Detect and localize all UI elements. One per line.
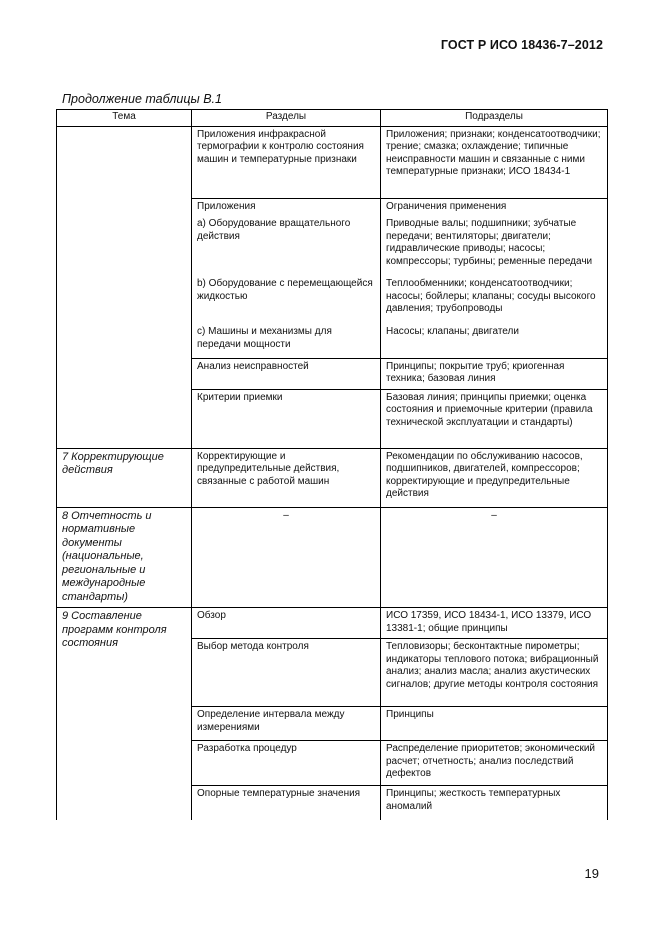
section-cell: Корректирующие и предупредительные действия, связанные с работой машин (192, 448, 381, 507)
subsection-cell: Насосы; клапаны; двигатели (381, 324, 608, 358)
subsection-cell: Принципы; покрытие труб; криогенная техника; базовая линия (381, 358, 608, 389)
subsection-cell: Принципы; жесткость температурных аномалий (381, 786, 608, 820)
subsection-cell: Ограничения применения (381, 198, 608, 216)
section-cell: Выбор метода контроля (192, 639, 381, 707)
table-caption: Продолжение таблицы В.1 (62, 92, 222, 106)
subsection-cell: Распределение приоритетов; экономический расчет; отчетность; анализ последствий дефектов (381, 741, 608, 786)
theme-cell: 7 Корректирующие действия (57, 448, 192, 507)
subsection-cell: Рекомендации по обслуживанию насосов, подшипников, двигателей, компрессоров; корректирующие и предупредительные действия (381, 448, 608, 507)
subsection-cell: Базовая линия; принципы приемки; оценка состояния и приемочные критерии (правила технической эксплуатации и стандарты) (381, 389, 608, 448)
section-cell: b) Оборудование с перемещающейся жидкостью (192, 276, 381, 324)
section-cell: Опорные температурные значения (192, 786, 381, 820)
table-header-row (57, 110, 608, 127)
subsection-cell: – (381, 507, 608, 608)
table-row (57, 608, 608, 639)
theme-cell: 9 Составление программ контроля состояния (57, 608, 192, 820)
section-cell: Обзор (192, 608, 381, 639)
section-cell: Приложения (192, 198, 381, 216)
section-cell: – (192, 507, 381, 608)
section-cell: Критерии приемки (192, 389, 381, 448)
page-number: 19 (584, 866, 599, 881)
subsection-cell: Тепловизоры; бесконтактные пирометры; индикаторы теплового потока; вибрационный анализ; анализ масла; анализ акустических сигналов; другие методы контроля состояния (381, 639, 608, 707)
section-cell: Анализ неисправностей (192, 358, 381, 389)
table-row (57, 126, 608, 198)
section-cell: Определение интервала между измерениями (192, 707, 381, 741)
document-code: ГОСТ Р ИСО 18436-7–2012 (440, 38, 603, 52)
subsection-cell: Теплообменники; конденсатоотводчики; насосы; бойлеры; клапаны; сосуды высокого давления; трубопроводы (381, 276, 608, 324)
subsection-cell: Приложения; признаки; конденсатоотводчики; трение; смазка; охлаждение; типичные неисправности машин и связанные с ними температурные признаки; ИСО 18434-1 (381, 126, 608, 198)
subsection-cell: ИСО 17359, ИСО 18434-1, ИСО 13379, ИСО 13381-1; общие принципы (381, 608, 608, 639)
table-row (57, 448, 608, 507)
table-row (57, 507, 608, 608)
column-header-subsections: Подразделы (381, 110, 608, 127)
section-cell: Разработка процедур (192, 741, 381, 786)
column-header-theme: Тема (57, 110, 192, 127)
theme-cell: 8 Отчетность и нормативные документы (национальные, региональные и международные стандарты) (57, 507, 192, 608)
topics-table (56, 109, 608, 820)
section-cell: c) Машины и механизмы для передачи мощности (192, 324, 381, 358)
section-cell: a) Оборудование вращательного действия (192, 216, 381, 276)
subsection-cell: Принципы (381, 707, 608, 741)
subsection-cell: Приводные валы; подшипники; зубчатые передачи; вентиляторы; двигатели; гидравлические приводы; насосы; компрессоры; турбины; ременные передачи (381, 216, 608, 276)
theme-cell (57, 126, 192, 448)
column-header-sections: Разделы (192, 110, 381, 127)
section-cell: Приложения инфракрасной термографии к контролю состояния машин и температурные признаки (192, 126, 381, 198)
